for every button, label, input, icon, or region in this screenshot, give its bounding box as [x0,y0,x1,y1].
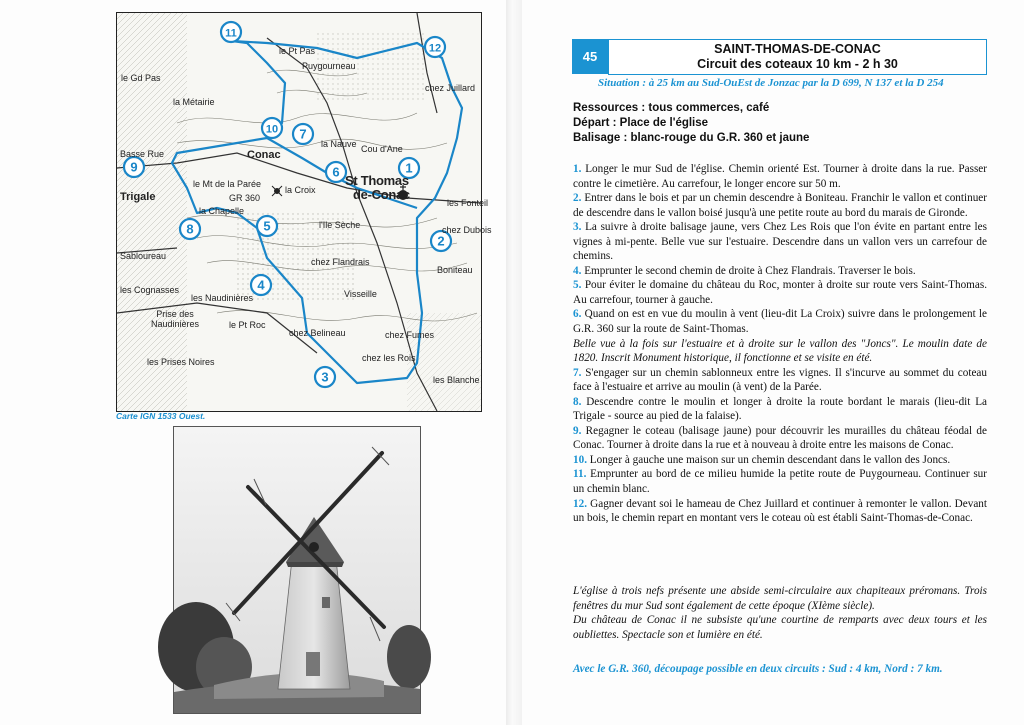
waypoint-label: 1 [405,160,413,176]
map-label-chez-juillard: chez Juillard [425,83,476,93]
route-step [573,467,987,496]
windmill-icon [272,186,282,196]
waypoint-label: 12 [428,42,442,55]
route-step [573,220,987,264]
route-step [573,264,987,279]
map-label-les-fonteil: les Fonteil [447,198,489,208]
map-label-lile-seche: l'Ile Sèche [319,220,361,230]
waypoint-3 [315,367,335,387]
map-label-la-nauve: la Nauve [321,139,357,149]
map-label-prise-des-naudinieres: Prise des Naudinières [150,309,200,329]
map-label-chez-dubois: chez Dubois [442,225,492,235]
map-label-chez-fumes: chez Fumes [385,330,435,340]
step-number: 4. [573,264,582,277]
map-label-boniteau: Boniteau [437,265,473,275]
waypoint-10 [262,118,282,138]
page-subtitle: Circuit des coteaux 10 km - 2 h 30 [697,57,898,71]
route-step [573,278,987,307]
route-steps [573,162,987,526]
waypoint-label: 5 [263,218,271,234]
map-label-cou-dane: Cou d'Ane [361,144,403,154]
route-step [573,307,987,336]
step-text: Belle vue à la fois sur l'estuaire et à droite sur le vallon des "Joncs". Le moulin date de 1820. Inscrit Monument historique, il fonctionne et se visite en été. [573,337,987,365]
waypoint-label: 3 [321,369,329,385]
history-notes [573,584,987,642]
route-step [573,366,987,395]
waypoint-label: 8 [186,221,194,237]
map-label-la-paree: le Mt de la Parée [193,179,262,189]
map-label-les-prises-noires: les Prises Noires [147,357,215,367]
waypoint-label: 4 [257,277,265,293]
step-text: La suivre à droite balisage jaune, vers Chez Les Rois que l'on évite en partant entre les vignes à mi-pente. Belle vue sur l'estuaire. Descendre dans un vallon vers un carrefour de chemins. [573,221,987,263]
route-step [573,337,987,366]
map-caption: Carte IGN 1533 Ouest. [116,411,206,421]
step-number: 3. [573,221,582,234]
note-paragraph: Du château de Conac il ne subsiste qu'une courtine de remparts avec deux tours et les oubliettes. Spectacle son et lumière en été. [573,614,987,641]
page-title: SAINT-THOMAS-DE-CONAC [714,42,881,56]
step-number: 10. [573,453,587,466]
note-paragraph: L'église à trois nefs présente une abside semi-circulaire aux chapiteaux préromans. Trois fenêtres du mur Sud sont également de cette époque (XIème siècle). [573,585,987,612]
map-label-la-metairie: la Métairie [173,97,215,107]
map-label-puygourneau: Puygourneau [302,61,356,71]
map-label-sabloureau: Sabloureau [120,251,167,261]
step-number: 2. [573,192,582,205]
map-label-chez-flandrais: chez Flandrais [311,257,370,267]
step-text: Descendre contre le moulin et longer à droite la route bordant le marais (lieu-dit La Trigale - source au pied de la falaise). [573,395,987,423]
route-step [573,453,987,468]
waypoint-label: 9 [130,159,138,175]
page-gutter [506,0,522,725]
depart-line: Départ : Place de l'église [573,117,709,129]
step-text: Gagner devant soi le hameau de Chez Juillard et continuer à remonter le vallon. Devant un bois, le chemin repart en montant vers le coteau où est établi Saint-Thomas-de-Conac. [573,497,987,525]
windmill-illustration [174,427,420,713]
map-label-le-pt-roc: le Pt Roc [229,320,266,330]
step-text: Quand on est en vue du moulin à vent (lieu-dit La Croix) suivre dans le prolongement le G.R. 360 sur la route de Saint-Thomas. [573,308,987,336]
route-step [573,424,987,453]
map-label-les-blanche: les Blanche [433,375,480,385]
waypoint-label: 11 [225,27,237,40]
walk-number-badge: 45 [572,39,608,74]
waypoint-8 [180,219,200,239]
map-label-gr360: GR 360 [229,193,261,203]
step-number: 6. [573,308,582,321]
title-box [608,39,987,75]
waypoint-6 [326,162,346,182]
map-label-chez-belineau: chez Belineau [289,328,346,338]
waypoint-label: 6 [332,164,340,180]
step-text: Emprunter le second chemin de droite à Chez Flandrais. Traverser le bois. [581,264,916,277]
step-number: 1. [573,163,582,175]
map-label-les-naudinieres: les Naudinières [191,293,254,303]
circuit-split-note: Avec le G.R. 360, découpage possible en deux circuits : Sud : 4 km, Nord : 7 km. [573,663,943,675]
balisage-line: Balisage : blanc-rouge du G.R. 360 et jaune [573,132,810,144]
waypoint-label: 2 [437,233,445,249]
route-step [573,162,987,191]
map-label-le-gd-pas: le Gd Pas [121,73,161,83]
map-label-basse-rue: Basse Rue [120,149,165,159]
step-number: 9. [573,424,582,437]
waypoint-11 [221,22,241,42]
map-label-le-pt-pas: le Pt Pas [279,46,316,56]
step-number: 8. [573,395,582,408]
windmill-photo [173,426,421,714]
route-map [116,12,492,412]
step-number: 5. [573,279,582,292]
step-text: Regagner le coteau (balisage jaune) pour découvrir les murailles du château féodal de Conac. Tourner à droite dans la rue et à nouveau à droite entre les maisons de Conac. [573,424,987,452]
map-label-la-croix: la Croix [285,185,316,195]
map-label-trigale: Trigale [120,191,156,203]
map-label-la-chapelle: la Chapelle [199,206,245,216]
route-step [573,191,987,220]
waypoint-4 [251,275,271,295]
map-drawing [117,13,481,411]
step-text: Longer à gauche une maison sur un chemin descendant dans le vallon des Joncs. [586,453,951,466]
step-text: Longer le mur Sud de l'église. Chemin orienté Est. Tourner à droite dans la rue. Passer contre le cimetière. Au carrefour, le longer encore sur 50 m. [573,163,987,190]
step-text: Emprunter au bord de ce milieu humide la petite route de Puygourneau. Continuer sur un chemin blanc. [573,468,987,496]
situation-line: Situation : à 25 km au Sud-OuEst de Jonzac par la D 699, N 137 et la D 254 [598,77,944,89]
step-text: Entrer dans le bois et par un chemin descendre à Boniteau. Franchir le vallon et continuer de descendre dans le vallon boisé jusqu'à une petite route au bord du marais de Gironde. [573,192,987,219]
waypoint-label: 7 [299,126,307,142]
step-number: 12. [573,497,587,510]
waypoint-9 [124,157,144,177]
map-label-chez-les-rois: chez les Rois [362,353,416,363]
map-label-de-conac: de-Conac [353,187,410,202]
route-step [573,497,987,526]
map-label-conac: Conac [247,149,281,161]
waypoint-7 [293,124,313,144]
step-text: Pour éviter le domaine du château du Roc, monter à droite sur route vers Saint-Thomas. Au carrefour, tourner à gauche. [573,279,987,306]
step-number: 11. [573,468,587,481]
waypoint-label: 10 [265,123,279,136]
map-label-st-thomas: St Thomas [345,173,409,188]
step-text: S'engager sur un chemin sablonneux entre les vignes. Il s'incurve au sommet du coteau face à l'estuaire et arrive au moulin (à vent) de la Parée. [573,366,987,394]
waypoint-5 [257,216,277,236]
ressources-line: Ressources : tous commerces, café [573,102,770,114]
map-label-visseille: Visseille [344,289,377,299]
map-label-les-cognasses: les Cognasses [120,285,180,295]
route-step [573,395,987,424]
step-number: 7. [573,366,582,379]
waypoint-12 [425,37,445,57]
